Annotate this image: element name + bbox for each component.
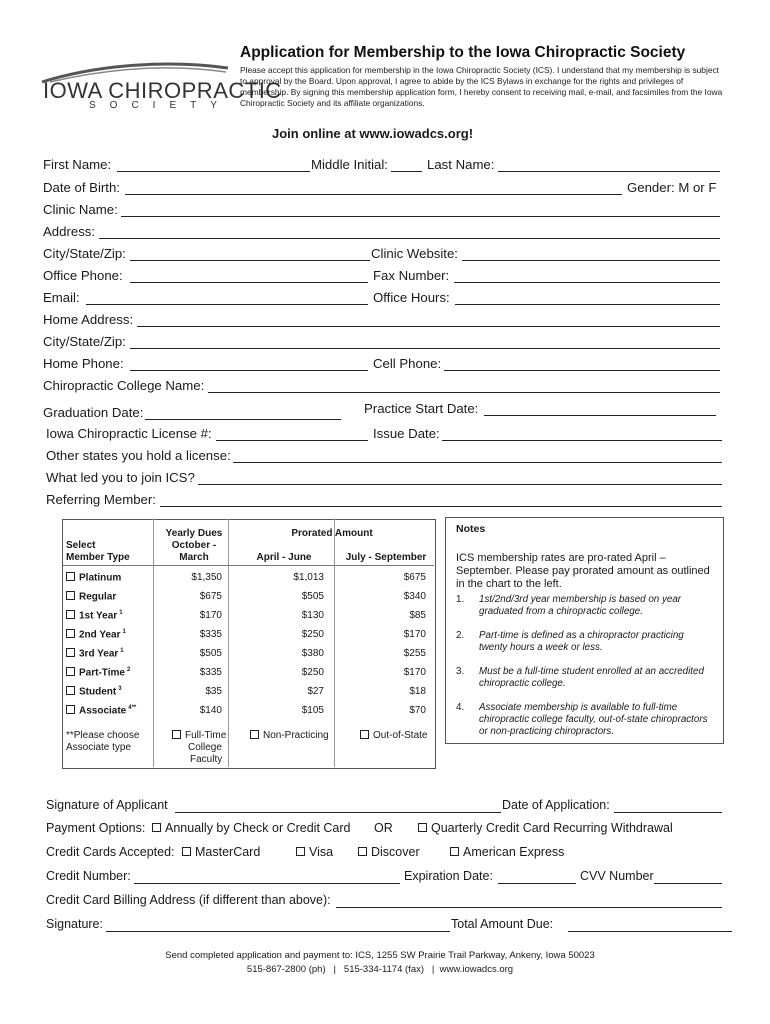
row-dob [0, 180, 770, 198]
home-phone-label: Home Phone: [43, 356, 124, 371]
apr-jun-cell: $505 [301, 591, 324, 602]
row-signature [0, 917, 770, 935]
what-led-field[interactable] [198, 484, 722, 485]
apr-jun-cell: $1,013 [293, 572, 324, 583]
quarterly-option[interactable] [418, 821, 673, 835]
amex-label: American Express [463, 845, 565, 859]
office-hours-field[interactable] [455, 304, 720, 305]
amex-checkbox[interactable] [450, 847, 459, 856]
assoc-outofstate-option[interactable] [360, 730, 427, 741]
nonpracticing-label: Non-Practicing [263, 730, 329, 741]
fax-number-label: Fax Number: [373, 268, 450, 283]
yearly-dues-cell: $505 [199, 648, 222, 659]
assoc-fulltime-l2: College [188, 742, 222, 753]
row-cards-accepted [0, 845, 770, 863]
signature-applicant-label: Signature of Applicant [46, 798, 168, 812]
outofstate-checkbox[interactable] [360, 730, 369, 739]
table-row [62, 663, 434, 682]
email-field[interactable] [86, 304, 368, 305]
discover-checkbox[interactable] [358, 847, 367, 856]
fax-number-field[interactable] [454, 282, 720, 283]
referring-field[interactable] [160, 506, 722, 507]
city-state-zip-label: City/State/Zip: [43, 246, 126, 261]
note-number: 4. [456, 702, 465, 713]
assoc-fulltime-l3: Faculty [190, 754, 223, 765]
join-online-text: Join online at www.iowadcs.org! [272, 126, 474, 141]
member-type-checkbox[interactable] [66, 686, 75, 695]
member-type-checkbox[interactable] [66, 591, 75, 600]
header-oct: October - [171, 540, 217, 551]
mastercard-option[interactable] [182, 845, 260, 859]
member-type-checkbox[interactable] [66, 667, 75, 676]
discover-label: Discover [371, 845, 420, 859]
cvv-field[interactable] [654, 883, 722, 884]
other-states-label: Other states you hold a license: [46, 448, 231, 463]
row-home-phone [0, 356, 770, 374]
note-number: 3. [456, 666, 465, 677]
annually-checkbox[interactable] [152, 823, 161, 832]
row-home-address [0, 312, 770, 330]
city-state-zip-field[interactable] [130, 260, 370, 261]
table-row [62, 568, 434, 587]
signature-field[interactable] [106, 931, 450, 932]
note-number: 2. [456, 630, 465, 641]
billing-address-label: Credit Card Billing Address (if different than above): [46, 893, 331, 907]
apr-jun-cell: $105 [301, 705, 324, 716]
email-label: Email: [43, 290, 80, 305]
total-due-label: Total Amount Due: [451, 917, 554, 931]
last-name-field[interactable] [498, 171, 720, 172]
total-due-field[interactable] [568, 931, 732, 932]
header-member-type: Member Type [66, 552, 130, 563]
office-phone-field[interactable] [130, 282, 368, 283]
member-type-label: 1st Year [79, 610, 118, 622]
discover-option[interactable] [358, 845, 420, 859]
practice-start-label: Practice Start Date: [364, 401, 479, 416]
yearly-dues-cell: $335 [199, 667, 222, 678]
amex-option[interactable] [450, 845, 564, 859]
assoc-note-2: Associate type [66, 742, 132, 753]
city-state-zip-2-label: City/State/Zip: [43, 334, 126, 349]
note-number: 1. [456, 594, 465, 605]
jul-sep-cell: $85 [409, 610, 426, 621]
note-text: Must be a full-time student enrolled at an accredited chiropractic college. [479, 666, 704, 689]
member-type-label: Student [79, 686, 117, 698]
assoc-nonpracticing-option[interactable] [250, 730, 329, 741]
home-phone-field[interactable] [130, 370, 368, 371]
notes-intro: ICS membership rates are pro-rated April – September. Please pay prorated amount as outlined in the chart to the left. [456, 552, 710, 590]
clinic-website-field[interactable] [462, 260, 720, 261]
row-other-states [0, 448, 770, 466]
member-type-label: Associate [79, 705, 127, 717]
assoc-note-1: **Please choose [66, 730, 140, 741]
cards-accepted-label: Credit Cards Accepted: [46, 845, 175, 859]
clinic-name-label: Clinic Name: [43, 202, 118, 217]
mastercard-label: MasterCard [195, 845, 261, 859]
member-type-option[interactable] [66, 610, 123, 621]
city-state-zip-2-field[interactable] [130, 348, 720, 349]
address-field[interactable] [99, 238, 720, 239]
graduation-date-field[interactable] [145, 419, 341, 420]
row-signature-applicant [0, 798, 770, 816]
cell-phone-field[interactable] [444, 370, 720, 371]
row-address [0, 224, 770, 242]
table-row [62, 701, 434, 720]
other-states-field[interactable] [233, 462, 722, 463]
license-label: Iowa Chiropractic License #: [46, 426, 212, 441]
credit-number-label: Credit Number: [46, 869, 131, 883]
dob-label: Date of Birth: [43, 180, 120, 195]
annually-option[interactable] [152, 821, 351, 835]
practice-start-field[interactable] [484, 415, 716, 416]
jul-sep-cell: $255 [403, 648, 426, 659]
visa-checkbox[interactable] [296, 847, 305, 856]
date-application-field[interactable] [614, 812, 722, 813]
signature-applicant-field[interactable] [175, 812, 501, 813]
last-name-label: Last Name: [427, 157, 495, 172]
nonpracticing-checkbox[interactable] [250, 730, 259, 739]
or-label: OR [374, 821, 393, 835]
header-march: March [179, 552, 209, 563]
member-type-footnote: 2 [126, 667, 131, 673]
fulltime-checkbox[interactable] [172, 730, 181, 739]
row-credit-number [0, 869, 770, 887]
row-what-led [0, 470, 770, 488]
jul-sep-cell: $675 [403, 572, 426, 583]
footer-address: Send completed application and payment to: ICS, 1255 SW Prairie Trail Parkway, Ankeny, Iowa 50023 [165, 950, 595, 961]
table-row [62, 682, 434, 701]
home-address-label: Home Address: [43, 312, 134, 327]
license-field[interactable] [216, 440, 368, 441]
college-field[interactable] [208, 392, 720, 393]
yearly-dues-cell: $170 [199, 610, 222, 621]
middle-initial-label: Middle Initial: [311, 157, 388, 172]
clinic-name-field[interactable] [121, 216, 720, 217]
logo-wordmark: IOWA CHIROPRACTIC [43, 78, 282, 103]
yearly-dues-cell: $35 [205, 686, 222, 697]
member-type-footnote: 3 [118, 686, 122, 692]
member-type-option[interactable] [66, 591, 118, 602]
member-type-checkbox[interactable] [66, 705, 75, 714]
fulltime-label: Full-Time [185, 730, 227, 741]
note-text: 1st/2nd/3rd year membership is based on year graduated from a chiropractic college. [479, 594, 682, 617]
referring-label: Referring Member: [46, 492, 156, 507]
member-type-footnote: 1 [122, 629, 126, 635]
cell-phone-label: Cell Phone: [373, 356, 442, 371]
issue-date-field[interactable] [442, 440, 722, 441]
member-type-checkbox[interactable] [66, 629, 75, 638]
member-type-option[interactable] [66, 572, 123, 583]
member-type-label: 2nd Year [79, 629, 121, 641]
notes-box [445, 517, 724, 744]
member-type-option[interactable] [66, 648, 124, 659]
jul-sep-cell: $18 [409, 686, 426, 697]
note-text: Associate membership is available to full-time chiropractic college faculty, out-of-state chiropractors or non-practicing chiropractors. [479, 702, 708, 737]
member-type-option[interactable] [66, 629, 126, 640]
annually-label: Annually by Check or Credit Card [165, 821, 351, 835]
table-row [62, 587, 434, 606]
mastercard-checkbox[interactable] [182, 847, 191, 856]
home-address-field[interactable] [137, 326, 720, 327]
apr-jun-cell: $380 [301, 648, 324, 659]
member-type-footnote: 1 [119, 610, 123, 616]
visa-option[interactable] [296, 845, 333, 859]
apr-jun-cell: $250 [301, 629, 324, 640]
row-email [0, 290, 770, 308]
logo-society: SOCIETY [89, 100, 231, 111]
footer-contact: 515-867-2800 (ph) | 515-334-1174 (fax) | www.iowadcs.org [246, 964, 514, 975]
header-prorated: Prorated Amount [291, 528, 373, 539]
visa-label: Visa [309, 845, 334, 859]
row-clinic [0, 202, 770, 220]
billing-address-field[interactable] [336, 907, 722, 908]
dues-header-divider [62, 565, 434, 566]
row-office-phone [0, 268, 770, 286]
notes-title: Notes [456, 523, 486, 535]
member-type-label: Part-Time [79, 667, 125, 679]
row-license [0, 426, 770, 444]
credit-number-field[interactable] [134, 883, 400, 884]
table-row [62, 625, 434, 644]
member-type-option[interactable] [66, 705, 136, 716]
member-type-option[interactable] [66, 686, 122, 697]
assoc-fulltime-option[interactable] [172, 730, 226, 741]
quarterly-label: Quarterly Credit Card Recurring Withdrawal [431, 821, 673, 835]
quarterly-checkbox[interactable] [418, 823, 427, 832]
yearly-dues-cell: $335 [199, 629, 222, 640]
member-type-checkbox[interactable] [66, 572, 75, 581]
member-type-footnote: 1 [120, 648, 124, 654]
page-title: Application for Membership to the Iowa Chiropractic Society [240, 44, 686, 61]
yearly-dues-cell: $1,350 [191, 572, 222, 583]
yearly-dues-cell: $675 [199, 591, 222, 602]
row-name [0, 157, 770, 175]
member-type-checkbox[interactable] [66, 648, 75, 657]
gender-label: Gender: M or F [627, 180, 717, 195]
table-row [62, 644, 434, 663]
row-college [0, 378, 770, 396]
what-led-label: What led you to join ICS? [46, 470, 195, 485]
clinic-website-label: Clinic Website: [371, 246, 458, 261]
member-type-label: Platinum [79, 572, 122, 584]
row-billing-address [0, 893, 770, 911]
header-jul-sep: July - September [345, 552, 427, 563]
expiration-label: Expiration Date: [404, 869, 493, 883]
office-phone-label: Office Phone: [43, 268, 123, 283]
outofstate-label: Out-of-State [373, 730, 428, 741]
expiration-field[interactable] [498, 883, 576, 884]
member-type-option[interactable] [66, 667, 130, 678]
date-application-label: Date of Application: [502, 798, 610, 812]
address-label: Address: [43, 224, 96, 239]
apr-jun-cell: $130 [301, 610, 324, 621]
apr-jun-cell: $250 [301, 667, 324, 678]
dob-field[interactable] [125, 194, 622, 195]
signature-label: Signature: [46, 917, 103, 931]
row-city-2 [0, 334, 770, 352]
office-hours-label: Office Hours: [373, 290, 450, 305]
member-type-footnote: 4** [128, 705, 137, 711]
jul-sep-cell: $170 [403, 667, 426, 678]
yearly-dues-cell: $140 [199, 705, 222, 716]
header-select: Select [66, 540, 96, 551]
middle-initial-field[interactable] [391, 171, 422, 172]
payment-options-label: Payment Options: [46, 821, 146, 835]
graduation-date-label: Graduation Date: [43, 405, 144, 420]
first-name-label: First Name: [43, 157, 112, 172]
table-row [62, 606, 434, 625]
row-payment-options [0, 821, 770, 839]
header-yearly: Yearly Dues [165, 528, 223, 539]
cvv-label: CVV Number [580, 869, 654, 883]
row-city [0, 246, 770, 264]
jul-sep-cell: $340 [403, 591, 426, 602]
intro-paragraph: Please accept this application for membership in the Iowa Chiropractic Society (ICS). I understand that my membership is subject to approval by the Board. Upon approval, I agree to abide by the ICS Bylaws in exchange for the rights and privileges of membership. By signing this membership application form, I hereby consent to receiving mail, e-mail, and facsimiles from the Iowa Chiropractic Society and its affiliate organizations. [240, 65, 723, 108]
row-graduation [0, 401, 770, 423]
jul-sep-cell: $170 [403, 629, 426, 640]
member-type-checkbox[interactable] [66, 610, 75, 619]
jul-sep-cell: $70 [409, 705, 426, 716]
header-apr-jun: April - June [256, 552, 312, 563]
row-referring [0, 492, 770, 510]
college-label: Chiropractic College Name: [43, 378, 205, 393]
first-name-field[interactable] [117, 171, 310, 172]
issue-date-label: Issue Date: [373, 426, 440, 441]
note-text: Part-time is defined as a chiropractor practicing twenty hours a week or less. [479, 630, 684, 653]
member-type-label: Regular [79, 591, 117, 603]
apr-jun-cell: $27 [307, 686, 324, 697]
member-type-label: 3rd Year [79, 648, 119, 660]
